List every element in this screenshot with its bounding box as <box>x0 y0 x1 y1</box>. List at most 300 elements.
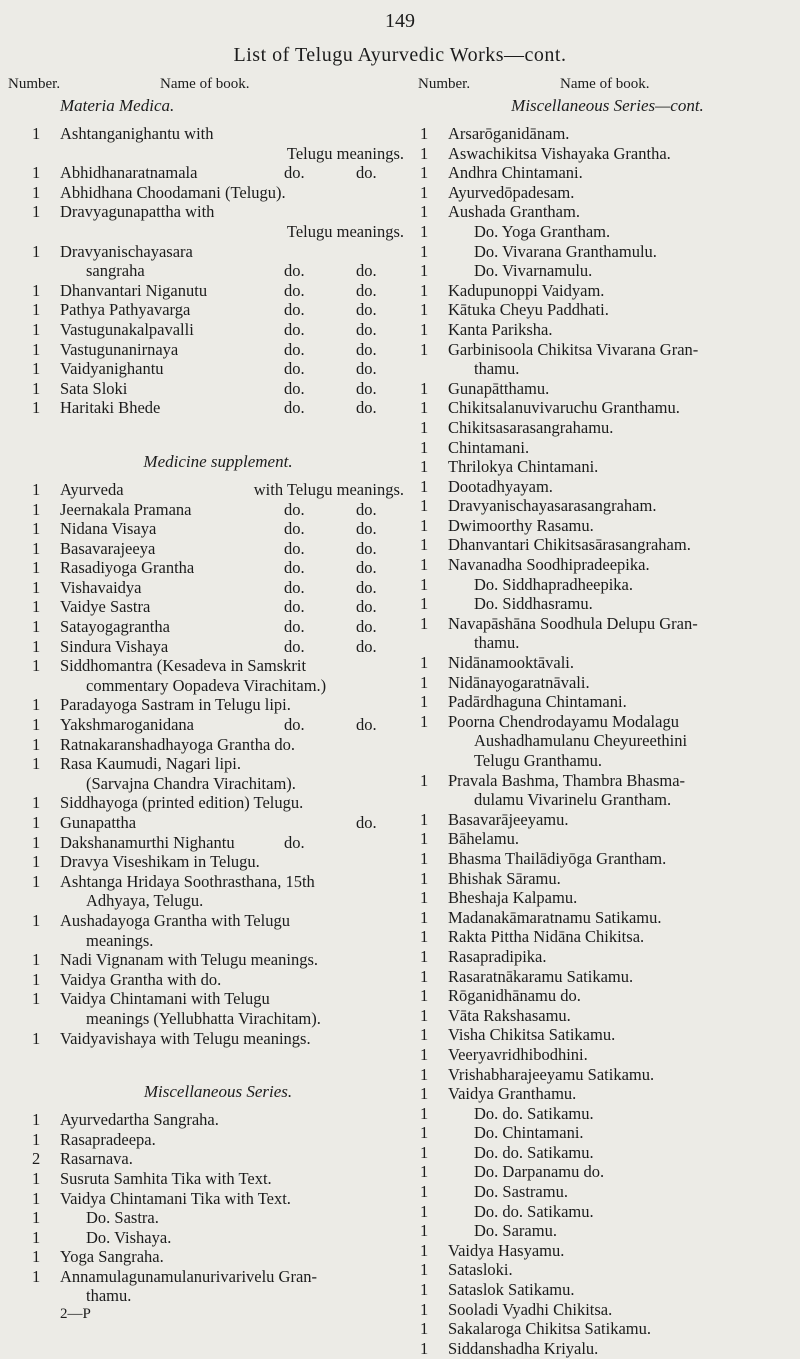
entry-count: 2 <box>32 1149 41 1169</box>
list-item <box>32 872 404 892</box>
entry-count: 1 <box>32 124 41 143</box>
list-item <box>32 558 404 578</box>
entry-count: 1 <box>32 910 41 930</box>
list-item <box>420 1104 795 1124</box>
entry-col2: do. <box>284 538 305 558</box>
entry-title <box>448 418 795 438</box>
col-head-right-number: Number. <box>418 76 471 92</box>
entry-name: Dravyanischayasarasangraham. <box>448 496 657 516</box>
list-item <box>32 1228 404 1248</box>
list-item <box>420 1065 795 1085</box>
list-item <box>420 242 795 262</box>
entry-col3: do. <box>356 280 377 300</box>
list-item <box>420 163 795 183</box>
entry-title <box>448 1241 795 1261</box>
entry-col3: do. <box>356 597 377 617</box>
entry-count: 1 <box>32 969 41 989</box>
entry-count: 1 <box>420 1280 429 1300</box>
entry-count: 1 <box>420 163 429 183</box>
entry-title <box>60 989 404 1009</box>
entry-count: 1 <box>420 613 429 633</box>
entry-count: 1 <box>420 476 429 496</box>
entry-col3: do. <box>356 636 377 656</box>
list-item <box>420 438 795 458</box>
list-item <box>32 852 404 872</box>
entry-name: Do. Vivarana Granthamulu. <box>474 241 657 261</box>
entry-count: 1 <box>32 1266 41 1286</box>
entry-name: Aushada Grantham. <box>448 202 580 222</box>
entry-name: Vastugunanirnaya <box>60 339 179 359</box>
list-item <box>420 1339 795 1359</box>
list-item <box>420 124 795 144</box>
list-item <box>32 398 404 418</box>
list-item <box>32 676 404 696</box>
entry-title <box>60 144 404 164</box>
entry-count: 1 <box>420 848 429 868</box>
list-item <box>420 790 795 810</box>
entry-count: 1 <box>32 617 41 637</box>
entry-name: Rasaratnākaramu Satikamu. <box>448 966 634 986</box>
entry-count: 1 <box>32 832 41 852</box>
list-item <box>420 1143 795 1163</box>
list-item <box>420 1300 795 1320</box>
list-item <box>32 1029 404 1049</box>
entry-title <box>448 144 795 164</box>
entry-title <box>448 242 795 262</box>
entry-col3: do. <box>356 538 377 558</box>
entry-title <box>60 500 404 520</box>
list-item <box>32 656 404 676</box>
entry-count: 1 <box>420 888 429 908</box>
entry-title <box>448 222 795 242</box>
entry-count: 1 <box>420 437 429 457</box>
entry-count: 1 <box>32 479 41 499</box>
section-title: Materia Medica. <box>60 96 175 115</box>
entry-title <box>448 457 795 477</box>
list-item <box>32 793 404 813</box>
list-item <box>420 418 795 438</box>
entry-name: Chikitsasarasangrahamu. <box>448 417 614 437</box>
entry-name: Visha Chikitsa Satikamu. <box>448 1025 616 1045</box>
entry-name: Siddhayoga (printed edition) Telugu. <box>60 793 304 813</box>
entry-name: Sindura Vishaya <box>60 636 169 656</box>
list-item <box>32 183 404 203</box>
entry-title <box>448 575 795 595</box>
entry-col3: do. <box>356 261 377 281</box>
entry-count <box>420 731 448 751</box>
entry-col2: do. <box>284 261 305 281</box>
entry-title <box>60 340 404 360</box>
entry-title <box>60 695 404 715</box>
entry-title <box>60 793 404 813</box>
entry-title <box>60 617 404 637</box>
entry-name: Kadupunoppi Vaidyam. <box>448 280 605 300</box>
entry-name: Ashtanganighantu with <box>60 124 214 143</box>
entry-name: Ashtanga Hridaya Soothrasthana, 15th <box>60 871 315 891</box>
entry-name: Andhra Chintamani. <box>448 163 583 183</box>
entry-name: Gunapātthamu. <box>448 378 550 398</box>
signature-mark: 2—P <box>60 1306 91 1323</box>
list-item <box>32 281 404 301</box>
entry-col2: do. <box>284 558 305 578</box>
entry-name: Do. Yoga Grantham. <box>474 221 611 241</box>
entry-col3 <box>356 833 404 853</box>
list-item <box>420 1025 795 1045</box>
entry-count: 1 <box>32 1208 41 1228</box>
entry-title <box>448 731 795 751</box>
right-column <box>420 96 795 1358</box>
list-item <box>32 950 404 970</box>
entry-col3: do. <box>356 339 377 359</box>
entry-title <box>448 967 795 987</box>
entry-title <box>448 1025 795 1045</box>
entry-title <box>448 202 795 222</box>
entry-name: sangraha <box>86 261 145 281</box>
entry-col2: do. <box>284 715 305 735</box>
entry-name: Rakta Pittha Nidāna Chikitsa. <box>448 927 645 947</box>
entry-name: Rasarnava. <box>60 1149 133 1169</box>
entry-count: 1 <box>420 1142 429 1162</box>
entry-count: 1 <box>420 515 429 535</box>
entry-count <box>32 931 60 951</box>
entry-col2: do. <box>284 636 305 656</box>
entry-title <box>60 872 404 892</box>
entry-col2: do. <box>284 499 305 519</box>
entry-name: Aushadayoga Grantha with Telugu <box>60 910 290 930</box>
list-item <box>32 539 404 559</box>
list-item <box>420 496 795 516</box>
entry-count <box>32 1286 60 1306</box>
entry-count: 1 <box>32 950 41 970</box>
section-gap <box>32 1048 404 1082</box>
entry-count: 1 <box>420 339 429 359</box>
entry-count: 1 <box>420 241 429 261</box>
list-item <box>420 1123 795 1143</box>
entry-name: Dakshanamurthi Nighantu <box>60 832 235 852</box>
entry-title <box>448 281 795 301</box>
entry-count <box>420 790 448 810</box>
list-item <box>420 222 795 242</box>
entry-count: 1 <box>420 1299 429 1319</box>
entry-name: Nidānayogaratnāvali. <box>448 672 590 692</box>
entry-title <box>448 124 795 144</box>
list-item <box>420 379 795 399</box>
entry-col3: do. <box>356 558 377 578</box>
entry-col2 <box>284 813 356 833</box>
entry-title <box>448 829 795 849</box>
entry-title <box>448 908 795 928</box>
entry-count: 1 <box>32 241 41 261</box>
list-item <box>420 398 795 418</box>
entry-title <box>448 1065 795 1085</box>
entry-count: 1 <box>420 221 429 241</box>
list-item <box>420 535 795 555</box>
entry-title <box>448 1300 795 1320</box>
entry-title <box>448 633 795 653</box>
entry-name: Veeryavridhibodhini. <box>448 1044 588 1064</box>
list-item <box>32 500 404 520</box>
entry-name: Rasa Kaumudi, Nagari lipi. <box>60 754 242 774</box>
entry-col3: do. <box>356 813 377 832</box>
entry-count: 1 <box>420 574 429 594</box>
entry-name: Nidana Visaya <box>60 519 157 539</box>
entry-count: 1 <box>420 946 429 966</box>
entry-title <box>448 869 795 889</box>
entry-count: 1 <box>420 280 429 300</box>
entry-title <box>60 1247 404 1267</box>
list-item <box>420 359 795 379</box>
entry-col2: do. <box>284 163 305 183</box>
list-item <box>420 1202 795 1222</box>
entry-title <box>60 163 404 183</box>
list-item <box>32 715 404 735</box>
entry-title <box>448 535 795 555</box>
entry-name: Padārdhaguna Chintamani. <box>448 692 627 712</box>
entry-count: 1 <box>32 538 41 558</box>
entry-count <box>32 1009 60 1029</box>
entry-title <box>448 771 795 791</box>
entry-count: 1 <box>32 163 41 183</box>
entry-title <box>60 833 404 853</box>
list-item <box>32 202 404 222</box>
entry-name: Vaidyanighantu <box>60 359 164 379</box>
entry-name: Telugu meanings. <box>286 143 404 163</box>
entry-name: Chikitsalanuvivaruchu Granthamu. <box>448 398 680 418</box>
entry-name: Bhishak Sāramu. <box>448 868 561 888</box>
entry-count: 1 <box>32 656 41 676</box>
entry-name: Aushadhamulanu Cheyureethini <box>474 731 688 751</box>
entry-title <box>448 438 795 458</box>
entry-name: Ayurvedartha Sangraha. <box>60 1110 219 1130</box>
entry-title <box>60 970 404 990</box>
entry-title <box>448 163 795 183</box>
entry-count: 1 <box>32 734 41 754</box>
entry-count: 1 <box>420 1005 429 1025</box>
entry-title <box>448 477 795 497</box>
list-item <box>420 261 795 281</box>
entry-title <box>60 597 404 617</box>
list-item <box>32 242 404 262</box>
entry-count <box>32 144 60 164</box>
list-item <box>420 1006 795 1026</box>
entry-count: 1 <box>420 1123 429 1143</box>
entry-col2: with Telugu meanings. <box>253 479 404 499</box>
entry-name: Telugu Granthamu. <box>474 751 603 770</box>
entry-name: Bāhelamu. <box>448 829 520 849</box>
entry-count: 1 <box>420 711 429 731</box>
list-item <box>420 712 795 732</box>
entry-count: 1 <box>420 535 429 555</box>
entry-title <box>448 1182 795 1202</box>
entry-count: 1 <box>420 496 429 516</box>
entry-name: Do. Chintamani. <box>474 1123 584 1143</box>
list-item <box>420 633 795 653</box>
entry-title <box>448 1045 795 1065</box>
entry-title <box>448 1084 795 1104</box>
entry-count: 1 <box>32 558 41 578</box>
entry-name: Rōganidhānamu do. <box>448 986 581 1006</box>
entry-title <box>60 359 404 379</box>
entry-title <box>60 676 404 696</box>
list-item <box>420 144 795 164</box>
list-item <box>32 379 404 399</box>
entry-count: 1 <box>420 261 429 281</box>
entry-title <box>60 656 404 676</box>
entry-count: 1 <box>420 1319 429 1339</box>
list-item <box>32 911 404 931</box>
entry-count: 1 <box>32 1110 41 1130</box>
entry-name: Ratnakaranshadhayoga Grantha do. <box>60 734 296 754</box>
entry-title <box>60 852 404 872</box>
entry-count: 1 <box>32 989 41 1009</box>
entry-title <box>448 810 795 830</box>
entry-name: Yakshmaroganidana <box>60 715 194 735</box>
entry-name: (Sarvajna Chandra Virachitam). <box>86 773 296 793</box>
entry-count: 1 <box>420 398 429 418</box>
entry-title <box>60 911 404 931</box>
list-item <box>32 754 404 774</box>
entry-title <box>60 183 404 203</box>
entry-col2: do. <box>284 359 305 379</box>
list-item <box>32 1208 404 1228</box>
entry-title <box>448 1006 795 1026</box>
entry-name: Rasapradipika. <box>448 946 547 966</box>
entry-count: 1 <box>32 378 41 398</box>
list-item <box>32 1009 404 1029</box>
entry-title <box>448 340 795 360</box>
entry-count: 1 <box>32 715 41 735</box>
entry-title <box>60 242 404 262</box>
entry-name: Bhasma Thailādiyōga Grantham. <box>448 848 667 868</box>
entry-title <box>60 300 404 320</box>
entry-title <box>448 555 795 575</box>
entry-name: Sooladi Vyadhi Chikitsa. <box>448 1299 613 1319</box>
entry-col2: do. <box>284 597 305 617</box>
entry-count: 1 <box>420 1260 429 1280</box>
entry-count: 1 <box>32 398 41 418</box>
entry-title <box>60 813 404 833</box>
section-title: Miscellaneous Series. <box>143 1082 293 1102</box>
list-item <box>32 300 404 320</box>
list-item <box>32 261 404 281</box>
entry-count: 1 <box>420 1338 429 1358</box>
entry-title <box>60 398 404 418</box>
entry-col2: do. <box>284 319 305 339</box>
entry-count: 1 <box>420 1103 429 1123</box>
entry-title <box>60 637 404 657</box>
entry-title <box>60 715 404 735</box>
list-item <box>32 891 404 911</box>
entry-name: Navapāshāna Soodhula Delupu Gran- <box>448 613 698 633</box>
entry-title <box>60 281 404 301</box>
entry-title <box>60 1208 404 1228</box>
entry-name: Garbinisoola Chikitsa Vivarana Gran- <box>448 339 699 359</box>
entry-count: 1 <box>420 653 429 673</box>
entry-count: 1 <box>32 1129 41 1149</box>
entry-title <box>60 202 404 222</box>
entry-name: Rasadiyoga Grantha <box>60 558 195 578</box>
entry-title <box>448 751 795 771</box>
entry-col3: do. <box>356 398 377 418</box>
entry-title <box>448 1260 795 1280</box>
entry-name: Arsarōganidānam. <box>448 124 570 143</box>
list-item <box>420 320 795 340</box>
entry-title <box>448 986 795 1006</box>
entry-count: 1 <box>32 499 41 519</box>
entry-title <box>60 1130 404 1150</box>
entry-count: 1 <box>32 597 41 617</box>
entry-count <box>420 633 448 653</box>
entry-title <box>60 1110 404 1130</box>
entry-name: Nidānamooktāvali. <box>448 653 575 673</box>
entry-name: Ayurvedōpadesam. <box>448 182 575 202</box>
entry-title <box>448 1104 795 1124</box>
entry-name: Sata Sloki <box>60 378 128 398</box>
entry-name: Dravya Viseshikam in Telugu. <box>60 852 260 872</box>
entry-name: Siddhomantra (Kesadeva in Samskrit <box>60 656 307 676</box>
entry-title <box>448 359 795 379</box>
entry-count: 1 <box>420 809 429 829</box>
entry-name: Dravyanischayasara <box>60 241 193 261</box>
list-item <box>32 617 404 637</box>
entry-count <box>420 359 448 379</box>
entry-title <box>60 774 404 794</box>
list-item <box>32 359 404 379</box>
entry-title <box>448 1162 795 1182</box>
entry-count: 1 <box>420 1221 429 1241</box>
list-item <box>420 340 795 360</box>
list-item <box>420 692 795 712</box>
entry-col3: do. <box>356 617 377 637</box>
entry-title <box>60 735 404 755</box>
entry-name: Abhidhana Choodamani (Telugu). <box>60 182 286 202</box>
list-item <box>420 771 795 791</box>
entry-name: thamu. <box>474 633 520 653</box>
list-item <box>32 774 404 794</box>
entry-title <box>60 1149 404 1169</box>
entry-count: 1 <box>32 1227 41 1247</box>
entry-name: Navanadha Soodhipradeepika. <box>448 555 650 575</box>
list-item <box>32 695 404 715</box>
entry-count <box>32 222 60 242</box>
list-item <box>32 813 404 833</box>
entry-col3: do. <box>356 499 377 519</box>
entry-name: Dhanvantari Chikitsasārasangraham. <box>448 535 691 555</box>
list-item <box>32 519 404 539</box>
entry-count: 1 <box>32 695 41 715</box>
entry-title <box>448 790 795 810</box>
list-item <box>420 281 795 301</box>
entry-title <box>60 931 404 951</box>
entry-name: Vaidye Sastra <box>60 597 151 617</box>
entry-name: thamu. <box>474 359 520 379</box>
page-number: 149 <box>385 10 415 32</box>
entry-name: Bheshaja Kalpamu. <box>448 888 578 908</box>
entry-name: Madanakāmaratnamu Satikamu. <box>448 907 662 927</box>
list-item <box>420 516 795 536</box>
entry-col2: do. <box>284 519 305 539</box>
entry-name: Thrilokya Chintamani. <box>448 457 599 477</box>
list-item <box>420 1221 795 1241</box>
entry-name: Dhanvantari Niganutu <box>60 280 208 300</box>
list-item <box>32 163 404 183</box>
entry-title <box>448 947 795 967</box>
entry-name: Adhyaya, Telugu. <box>86 891 204 911</box>
list-item <box>420 849 795 869</box>
entry-col2: do. <box>284 300 305 320</box>
entry-count: 1 <box>420 1064 429 1084</box>
entry-col2: do. <box>284 832 305 852</box>
